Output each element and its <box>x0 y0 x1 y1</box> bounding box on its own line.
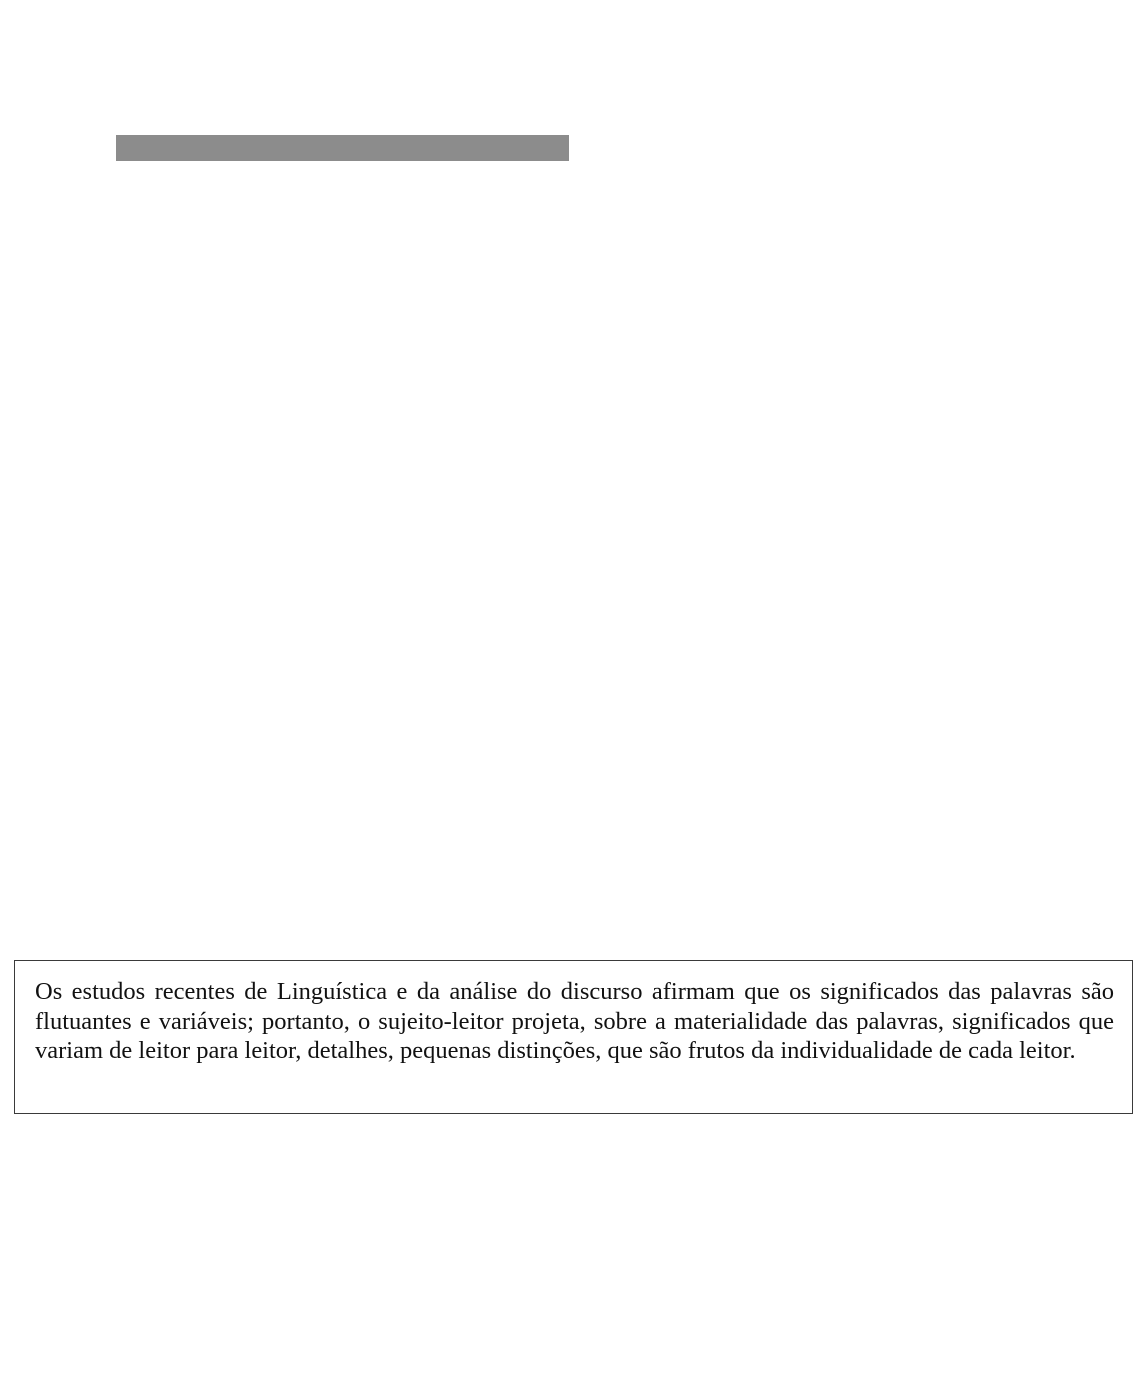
redacted-header-bar <box>116 135 569 161</box>
excerpt-box <box>14 960 1133 1114</box>
excerpt-text: Os estudos recentes de Linguística e da análise do discurso afirmam que os significados das palavras são flutuantes e variáveis; portanto, o sujeito-leitor projeta, sobre a materialidade das palavras, significados que variam de leitor para leitor, detalhes, pequenas distinções, que são frutos da individualidade de cada leitor. <box>35 978 1114 1064</box>
